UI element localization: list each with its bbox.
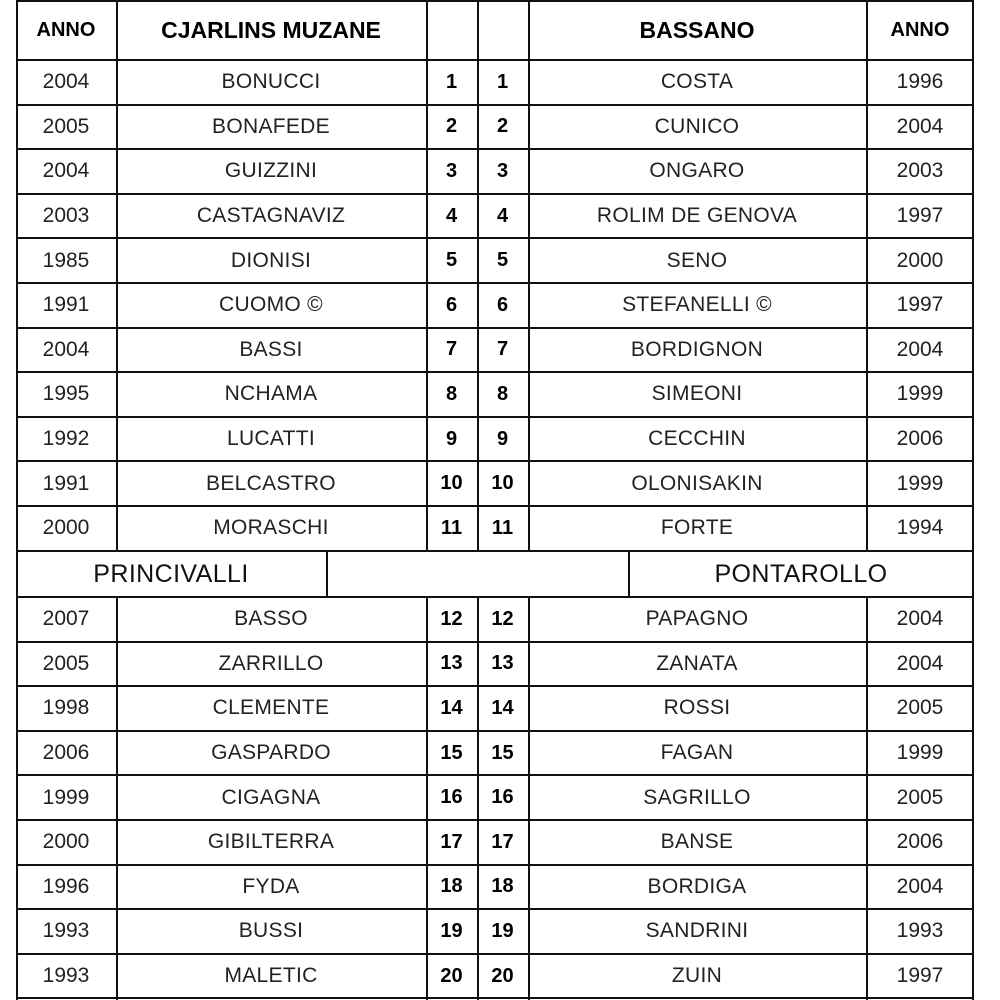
right-player-name: SIMEONI [651,382,743,406]
right-year-cell: 1997 [896,293,944,317]
left-shirt-number: 15 [440,741,463,764]
right-shirt-number: 11 [491,516,514,539]
right-player-name: CUNICO [654,114,740,138]
left-player-name: CASTAGNAVIZ [196,204,346,228]
left-player-name: BELCASTRO [206,471,336,495]
coach-left: PRINCIVALLI [93,560,249,588]
left-player-name: LUCATTI [226,427,316,451]
left-shirt-number: 17 [440,830,463,853]
right-year-cell: 2004 [896,651,944,675]
right-player-name: ZANATA [656,651,738,675]
left-year-cell: 1992 [42,427,90,451]
right-player-name: BORDIGNON [630,337,764,361]
header-anno-right: ANNO [890,18,950,41]
right-shirt-number: 12 [491,607,514,630]
right-player-name: SENO [666,248,728,272]
left-player-name: DIONISI [230,248,312,272]
left-player-name: BONUCCI [221,70,321,94]
right-shirt-number: 20 [491,964,514,987]
right-year-cell: 1999 [896,471,944,495]
right-year-cell: 2005 [896,696,944,720]
right-shirt-number: 3 [496,159,509,182]
right-player-name: SAGRILLO [643,785,751,809]
left-shirt-number: 13 [440,652,463,675]
right-player-name: ROLIM DE GENOVA [596,204,798,228]
left-year-cell: 2003 [42,204,90,228]
left-player-name: GASPARDO [211,741,331,765]
right-year-cell: 1997 [896,964,944,988]
left-shirt-number: 10 [440,472,463,495]
left-year-cell: 1991 [42,471,90,495]
right-shirt-number: 9 [496,427,509,450]
right-shirt-number: 15 [491,741,514,764]
right-shirt-number: 2 [496,115,509,138]
left-year-cell: 1995 [42,382,90,406]
header-team-left: CJARLINS MUZANE [161,16,381,43]
left-player-name: FYDA [242,874,300,898]
right-player-name: ONGARO [649,159,745,183]
right-shirt-number: 13 [491,652,514,675]
left-shirt-number: 8 [445,382,458,405]
right-shirt-number: 14 [491,696,514,719]
left-player-name: GUIZZINI [224,159,318,183]
left-year-cell: 2007 [42,607,90,631]
right-shirt-number: 5 [496,249,509,272]
left-shirt-number: 4 [445,204,458,227]
left-year-cell: 1985 [42,248,90,272]
right-player-name: OLONISAKIN [631,471,763,495]
left-shirt-number: 19 [440,919,463,942]
right-player-name: COSTA [660,70,734,94]
right-player-name: ROSSI [663,696,731,720]
left-shirt-number: 18 [440,875,463,898]
right-player-name: STEFANELLI © [622,293,772,317]
right-year-cell: 2003 [896,159,944,183]
right-year-cell: 2004 [896,874,944,898]
left-year-cell: 2004 [42,70,90,94]
left-year-cell: 2005 [42,651,90,675]
left-shirt-number: 2 [445,115,458,138]
right-year-cell: 2006 [896,830,944,854]
right-shirt-number: 16 [491,786,514,809]
right-shirt-number: 4 [496,204,509,227]
right-year-cell: 1994 [896,516,944,540]
right-player-name: FAGAN [660,741,734,765]
right-year-cell: 2000 [896,248,944,272]
right-shirt-number: 7 [496,338,509,361]
right-shirt-number: 6 [496,293,509,316]
left-year-cell: 2000 [42,830,90,854]
left-shirt-number: 6 [445,293,458,316]
left-player-name: BASSI [239,337,303,361]
right-year-cell: 2004 [896,607,944,631]
header-anno-left: ANNO [36,18,96,41]
left-year-cell: 1999 [42,785,90,809]
left-year-cell: 1993 [42,964,90,988]
right-player-name: BANSE [660,830,734,854]
right-year-cell: 2005 [896,785,944,809]
left-player-name: CUOMO © [219,293,323,317]
grid-vertical-line [326,552,328,597]
left-year-cell: 1993 [42,919,90,943]
left-shirt-number: 14 [440,696,463,719]
right-shirt-number: 17 [491,830,514,853]
left-shirt-number: 1 [445,70,458,93]
left-player-name: NCHAMA [224,382,318,406]
right-shirt-number: 10 [491,472,514,495]
left-year-cell: 1998 [42,696,90,720]
right-player-name: SANDRINI [645,919,749,943]
right-year-cell: 1997 [896,204,944,228]
right-player-name: ZUIN [671,964,723,988]
left-year-cell: 1991 [42,293,90,317]
right-year-cell: 1993 [896,919,944,943]
right-year-cell: 2004 [896,114,944,138]
left-year-cell: 2006 [42,741,90,765]
right-player-name: PAPAGNO [645,607,749,631]
right-shirt-number: 19 [491,919,514,942]
left-player-name: BASSO [234,607,308,631]
right-player-name: FORTE [660,516,734,540]
coach-right: PONTAROLLO [714,560,888,588]
left-shirt-number: 5 [445,249,458,272]
left-shirt-number: 9 [445,427,458,450]
left-year-cell: 2000 [42,516,90,540]
right-year-cell: 2006 [896,427,944,451]
right-shirt-number: 1 [496,70,509,93]
left-year-cell: 2005 [42,114,90,138]
left-player-name: ZARRILLO [218,651,324,675]
right-year-cell: 1999 [896,382,944,406]
right-shirt-number: 8 [496,382,509,405]
left-player-name: MORASCHI [213,516,329,540]
right-year-cell: 2004 [896,337,944,361]
left-shirt-number: 16 [440,786,463,809]
right-shirt-number: 18 [491,875,514,898]
lineup-sheet [16,0,974,1000]
left-year-cell: 2004 [42,337,90,361]
left-player-name: BUSSI [238,919,304,943]
left-year-cell: 2004 [42,159,90,183]
left-shirt-number: 20 [440,964,463,987]
left-player-name: CLEMENTE [212,696,330,720]
left-year-cell: 1996 [42,874,90,898]
right-player-name: BORDIGA [647,874,747,898]
right-player-name: CECCHIN [648,427,746,451]
header-team-right: BASSANO [639,16,755,43]
left-player-name: CIGAGNA [221,785,321,809]
left-shirt-number: 12 [440,607,463,630]
left-shirt-number: 3 [445,159,458,182]
right-year-cell: 1996 [896,70,944,94]
right-year-cell: 1999 [896,741,944,765]
left-shirt-number: 7 [445,338,458,361]
left-player-name: GIBILTERRA [207,830,335,854]
left-player-name: MALETIC [224,964,318,988]
left-player-name: BONAFEDE [212,114,330,138]
left-shirt-number: 11 [440,516,463,539]
